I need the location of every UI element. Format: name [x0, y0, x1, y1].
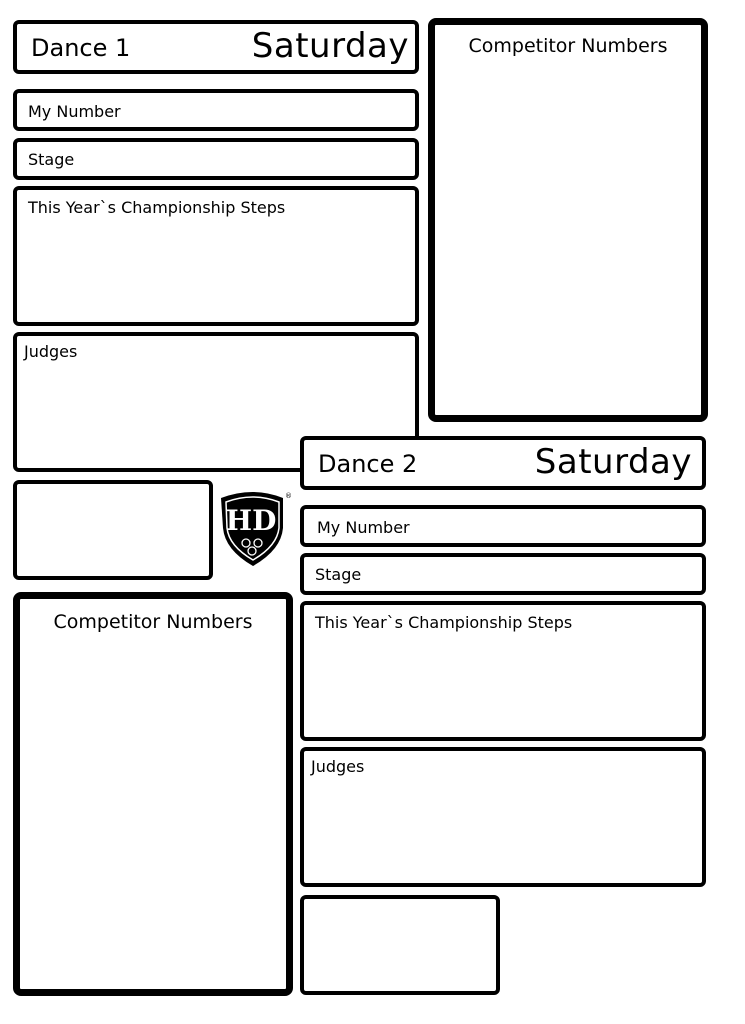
dance2-steps-label: This Year`s Championship Steps [315, 613, 573, 632]
dance1-steps-label: This Year`s Championship Steps [28, 198, 286, 217]
dance1-my-number-label: My Number [28, 102, 121, 121]
dance2-steps-box[interactable] [300, 601, 706, 741]
dance2-judges-label: Judges [311, 757, 365, 776]
dance2-my-number-label: My Number [317, 518, 410, 537]
dance1-stage-box[interactable] [13, 138, 419, 180]
dance2-title: Dance 2 [318, 450, 418, 478]
competitor-numbers-box-1[interactable] [428, 18, 708, 422]
dance1-title: Dance 1 [31, 34, 131, 62]
dance2-judges-box[interactable] [300, 747, 706, 887]
dance1-day: Saturday [251, 26, 409, 66]
competitor-numbers-title-2: Competitor Numbers [53, 611, 253, 633]
logo-registered-mark: ® [285, 492, 292, 500]
dance1-stage-label: Stage [28, 150, 75, 169]
dance2-stage-label: Stage [315, 565, 362, 584]
dance2-day: Saturday [534, 442, 692, 482]
logo-text: HD [225, 504, 277, 537]
dance1-small-box[interactable] [13, 480, 213, 580]
competitor-numbers-box-2[interactable] [13, 592, 293, 996]
dance2-header-box [300, 436, 706, 490]
dance1-steps-box[interactable] [13, 186, 419, 326]
dance2-my-number-box[interactable] [300, 505, 706, 547]
hd-shield-logo-icon [218, 488, 292, 568]
dance2-stage-box[interactable] [300, 553, 706, 595]
dance1-header-box [13, 20, 419, 74]
competitor-numbers-title-1: Competitor Numbers [468, 35, 668, 57]
dance1-my-number-box[interactable] [13, 89, 419, 131]
dance1-judges-label: Judges [24, 342, 78, 361]
dance2-small-box[interactable] [300, 895, 500, 995]
